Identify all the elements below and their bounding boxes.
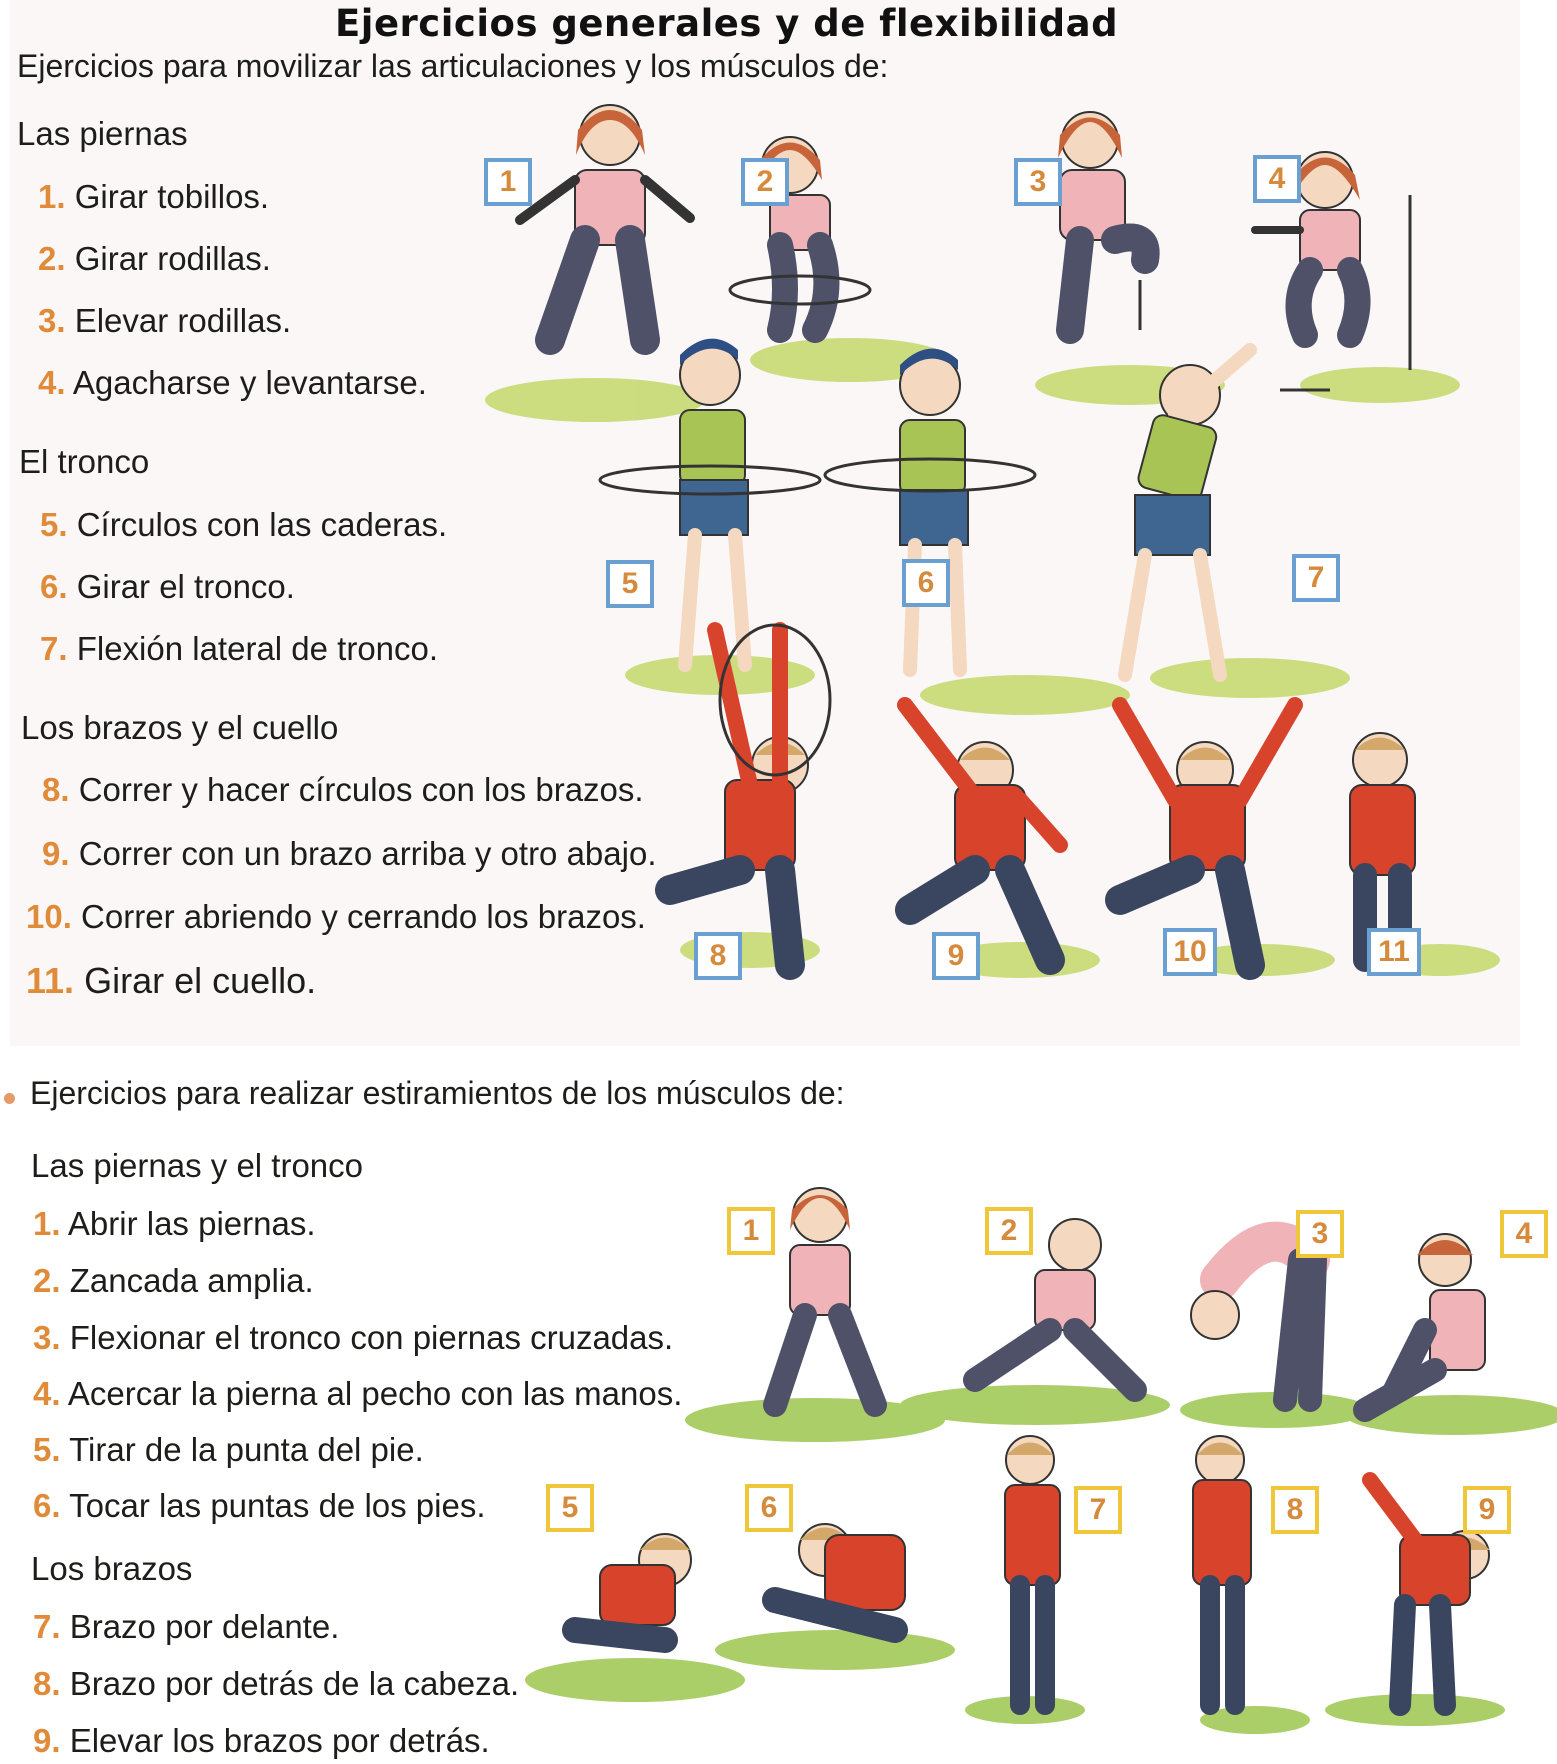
bullet-dot — [4, 1093, 15, 1104]
item-number: 5. — [40, 506, 68, 543]
item-text: Correr y hacer círculos con los brazos. — [78, 771, 644, 808]
part1-item-11 — [26, 960, 316, 1002]
item-number: 8. — [33, 1665, 61, 1702]
part1-item-6 — [40, 568, 295, 606]
part2-intro: Ejercicios para realizar estiramientos de los músculos de: — [30, 1075, 845, 1111]
part1-section-legs-heading: Las piernas — [17, 115, 188, 152]
stretch-figure-5 — [575, 1534, 691, 1640]
stretching-exercises-illustration — [515, 1180, 1545, 1760]
item-text: Zancada amplia. — [69, 1262, 314, 1299]
item-text: Girar el tronco. — [76, 568, 295, 605]
item-number: 6. — [40, 568, 68, 605]
part1-item-3 — [38, 302, 291, 340]
stretch-badge-1: 1 — [727, 1207, 775, 1255]
kid-figure-11 — [1350, 733, 1415, 960]
item-number: 11. — [26, 960, 75, 1001]
part1-section-trunk-heading: El tronco — [19, 443, 150, 480]
item-text: Flexión lateral de tronco. — [76, 630, 439, 667]
stretch-badge-7: 7 — [1074, 1486, 1122, 1534]
item-text: Correr con un brazo arriba y otro abajo. — [78, 835, 657, 872]
item-number: 10. — [26, 898, 72, 935]
exercise-badge-2: 2 — [741, 158, 789, 206]
exercise-badge-9: 9 — [932, 932, 980, 980]
item-number: 7. — [33, 1608, 61, 1645]
item-number: 1. — [38, 178, 66, 215]
exercise-badge-1: 1 — [484, 158, 532, 206]
stretch-badge-6: 6 — [745, 1484, 793, 1532]
stretch-badge-9: 9 — [1463, 1486, 1511, 1534]
item-number: 6. — [33, 1487, 61, 1524]
exercise-badge-5: 5 — [606, 560, 654, 608]
kid-figure-10 — [1120, 705, 1295, 965]
stretch-badge-4: 4 — [1500, 1210, 1548, 1258]
item-number: 4. — [33, 1375, 61, 1412]
page-title: Ejercicios generales y de flexibilidad — [335, 2, 1119, 45]
item-number: 9. — [42, 835, 70, 872]
stretch-figure-3 — [1191, 1242, 1315, 1400]
item-text: Tocar las puntas de los pies. — [69, 1487, 486, 1524]
exercise-badge-10: 10 — [1163, 928, 1217, 976]
item-text: Tirar de la punta del pie. — [69, 1431, 424, 1468]
item-number: 3. — [33, 1319, 61, 1356]
item-number: 1. — [33, 1205, 61, 1242]
item-text: Acercar la pierna al pecho con las manos. — [67, 1375, 683, 1412]
part2-item-6 — [33, 1487, 486, 1525]
part1-item-1 — [38, 178, 269, 216]
item-text: Brazo por delante. — [69, 1608, 340, 1645]
item-text: Agacharse y levantarse. — [72, 364, 427, 401]
item-number: 8. — [42, 771, 70, 808]
item-number: 7. — [40, 630, 68, 667]
item-text: Elevar rodillas. — [74, 302, 292, 339]
item-number: 5. — [33, 1431, 61, 1468]
part2-item-8 — [33, 1665, 519, 1703]
item-number: 2. — [33, 1262, 61, 1299]
girl-figure-1 — [520, 105, 690, 340]
part1-section-arms-heading: Los brazos y el cuello — [21, 709, 339, 746]
stretch-figure-4 — [1365, 1234, 1485, 1410]
item-text: Girar el cuello. — [84, 960, 317, 1001]
kid-figure-9 — [905, 705, 1060, 960]
stretch-badge-5: 5 — [546, 1484, 594, 1532]
part1-item-4 — [38, 364, 427, 402]
item-text: Brazo por detrás de la cabeza. — [69, 1665, 520, 1702]
item-number: 9. — [33, 1722, 61, 1759]
item-number: 4. — [38, 364, 66, 401]
boy-figure-6 — [825, 349, 1035, 670]
item-text: Correr abriendo y cerrando los brazos. — [81, 898, 646, 935]
stretch-figure-7 — [1005, 1436, 1060, 1705]
exercise-badge-8: 8 — [694, 932, 742, 980]
stretch-figure-1 — [775, 1188, 875, 1405]
item-number: 2. — [38, 240, 66, 277]
exercise-badge-3: 3 — [1014, 158, 1062, 206]
part1-item-5 — [40, 506, 447, 544]
exercise-badge-4: 4 — [1253, 155, 1301, 203]
stretch-figure-6 — [775, 1524, 905, 1630]
item-text: Círculos con las caderas. — [76, 506, 448, 543]
item-text: Girar tobillos. — [74, 178, 270, 215]
exercise-badge-6: 6 — [902, 559, 950, 607]
stretch-badge-8: 8 — [1271, 1486, 1319, 1534]
part2-item-9 — [33, 1722, 490, 1760]
stretch-figure-8 — [1193, 1436, 1251, 1705]
part1-item-2 — [38, 240, 271, 278]
part2-item-2 — [33, 1262, 314, 1300]
part2-section-legs-trunk-heading: Las piernas y el tronco — [31, 1147, 364, 1184]
girl-figure-3 — [1058, 112, 1146, 330]
exercise-badge-11: 11 — [1367, 928, 1421, 976]
exercise-badge-7: 7 — [1292, 554, 1340, 602]
stretch-badge-2: 2 — [985, 1207, 1033, 1255]
part1-item-7 — [40, 630, 438, 668]
part2-item-1 — [33, 1205, 316, 1243]
stretch-badge-3: 3 — [1296, 1210, 1344, 1258]
item-text: Flexionar el tronco con piernas cruzadas. — [69, 1319, 674, 1356]
part2-item-7 — [33, 1608, 339, 1646]
item-text: Abrir las piernas. — [67, 1205, 316, 1242]
part2-section-arms-heading: Los brazos — [31, 1550, 193, 1587]
item-number: 3. — [38, 302, 66, 339]
item-text: Elevar los brazos por detrás. — [69, 1722, 490, 1759]
part2-item-5 — [33, 1431, 424, 1469]
item-text: Girar rodillas. — [74, 240, 271, 277]
part1-intro: Ejercicios para movilizar las articulaciones y los músculos de: — [17, 48, 889, 84]
